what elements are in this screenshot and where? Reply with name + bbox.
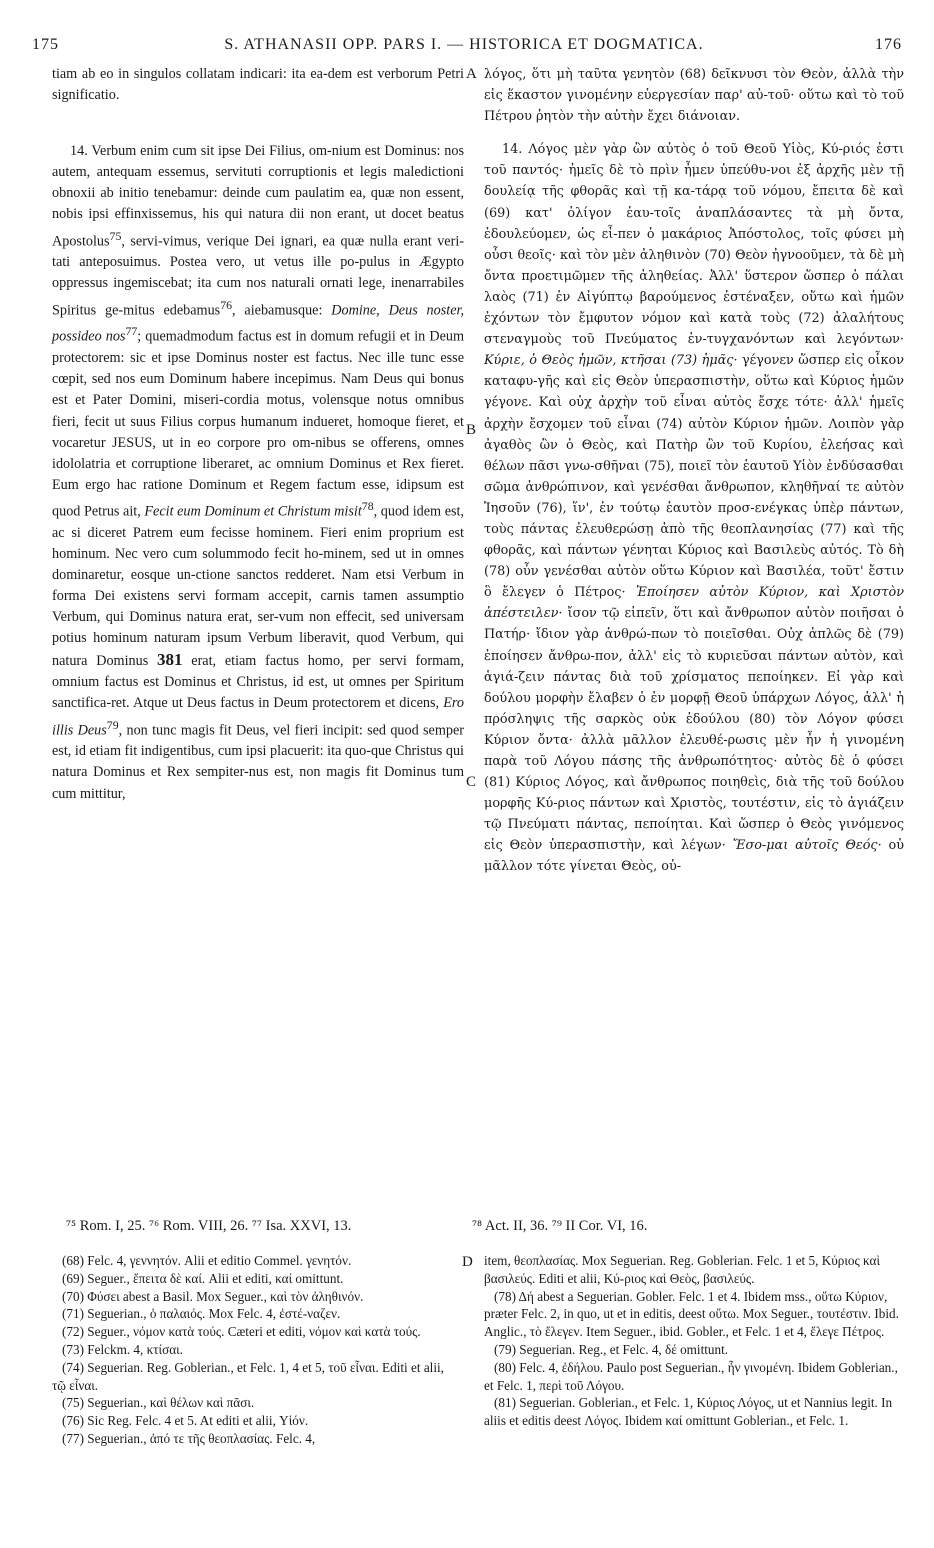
note-78: (78) Δή abest a Seguerian. Gobler. Felc. 1 et 4. Ibidem mss., οὕτω Κύριον, præter Felc. 2, in quo, ut et in editis, deest οὕτω. Mox Seguer., τουτέστιν. Ibid. Anglic., τὸ ἔλεγεν. Item Seguer., ibid. Gobler., et Felc. 1 et 4, ἔλεγε Πέτρος. [484, 1288, 899, 1340]
greek-column [484, 64, 904, 878]
note-69: (69) Seguer., ἔπειτα δὲ καί. Alii et editi, καί omittunt. [62, 1270, 344, 1286]
notes-left [52, 1252, 456, 1448]
scripture-quote: Ἐποίησεν αὐτὸν Κύριον, καὶ Χριστὸν ἀπέστειλεν· [484, 585, 904, 622]
text-run: , non tunc magis fit Deus, vel fieri incipit: sed quod semper est, id etiam fit indigentibus, cum ipsi placuerit: ita quo-que Christus qui natura Dominus et Rex sempiter-nus est, non magis fit Dominus tum cum mittitur, [52, 722, 465, 802]
scripture-quote: Domine, Deus noster, possideo nos [52, 302, 464, 346]
text-run: 14. Λόγος μὲν γὰρ ὢν αὐτὸς ὁ τοῦ Θεοῦ Υἱὸς, Κύ-ριός ἐστι τοῦ παντός· ἡμεῖς δὲ τὸ πρὶν ἦμεν ὑπεύθυ-νοι ἐξ ἀρχῆς μὲν τῇ δουλείᾳ τῆς φθορᾶς καὶ τῇ κα-τάρᾳ τοῦ νόμου, ἔπειτα δὲ καὶ (69) κατ' ὀλίγον ἑαυ-τοῖς ἀναπλάσαντες τὰ μὴ ὄντα, ἐδουλεύομεν, ὡς εἶ-πεν ὁ μακάριος Ἀπόστολος, τοῖς φύσει μὴ οὖσι θεοῖς· καὶ τὸν μὲν ἀληθινὸν (70) Θεὸν ἠγνοοῦμεν, τὰ δὲ μὴ ὄντα προετιμῶμεν τῆς ἀληθείας. Ἀλλ' ὕστερον ὥσπερ ὁ πάλαι λαὸς (71) ἐν Αἰγύπτῳ βαρούμενος ἐστέναξεν, οὕτω καὶ ἡμῶν ἐχόντων τὸν ἔμφυτον νόμον καὶ κατὰ τοὺς (72) ἀλαλήτους στεναγμοὺς τοῦ Πνεύματος ἐν-τυγχανόντων καὶ λεγόντων· [484, 142, 904, 348]
page-number-right: 176 [875, 36, 902, 53]
note-79: (79) Seguerian. Reg., et Felc. 4, δέ omittunt. [494, 1341, 729, 1357]
scripture-references-left: ⁷⁵ Rom. I, 25. ⁷⁶ Rom. VIII, 26. ⁷⁷ Isa. XXVI, 13. [66, 1218, 352, 1234]
greek-paragraph-1: λόγος, ὅτι μὴ ταῦτα γενητὸν (68) δεῖκνυσι τὸν Θεὸν, ἀλλὰ τὴν εἰς ἕκαστον γινομένην εὐεργεσίαν παρ' αὐ-τοῦ· οὕτω καὶ τὸ τοῦ Πέτρου ῥητὸν τὴν αὐτὴν ἔχει διάνοιαν. [484, 67, 904, 125]
footnote-ref: 76 [220, 297, 233, 312]
footnote-ref: 75 [109, 228, 122, 243]
section-marker-a: A [466, 66, 477, 82]
footnote-ref: 77 [125, 324, 138, 339]
note-73: (73) Felckm. 4, κτίσαι. [62, 1341, 183, 1357]
scripture-references-right: ⁷⁸ Act. II, 36. ⁷⁹ II Cor. VI, 16. [472, 1218, 648, 1234]
scripture-quote: Ἔσο-μαι αὐτοῖς Θεός· [732, 838, 882, 854]
text-run: ; quemadmodum factus est in domum refugii et in Deum protectorem: sic et ipse Dominus noster est factus. Nec ille tunc esse cœpit, sed nos eum Dominum habere incepimus. Nam Deus qui bonus est et Pater Domini, miseri-cordia motus, volensque notus omnibus fieri, fecit ut suus Filius corpus humanum indueret, homoque fieret, et vocaretur JESUS, ut in eo corpore pro om-nibus se offerens, omnes idololatria et corruptione liberaret, ac omnium Dominus et Rex fieret. Eum ergo hac ratione Dominum et Regem factum esse, idipsum est quod Petrus ait, [52, 329, 464, 520]
running-title: S. ATHANASII OPP. PARS I. — HISTORICA ET DOGMATICA. [224, 36, 704, 53]
text-run: erat, etiam factus homo, per servi formam, omnium factus est Dominus et Christus, id est, ut omnes per Spiritum sanctifica-ret. Atque ut Deus factus in Deum protectorem et dicens, [52, 653, 465, 712]
text-run: γέγονεν ὥσπερ εἰς οἶκον καταφυ-γῆς καὶ εἰς Θεὸν ὑπερασπιστὴν, οὕτω καὶ Κύριος ἡμῶν γέγονε. Καὶ οὐχ ἀρχὴν τοῦ εἶναι αὐτὸς ἔσχε τότε· ἀλλ' ἡμεῖς ἀρχὴν ἔσχομεν τοῦ εἶναι (74) αὐτὸν Κύριον ἡμῶν. Λοιπὸν γὰρ ἀγαθὸς ὢν ὁ Θεὸς, καὶ Πατὴρ ὢν τοῦ Κυρίου, ἐλεήσας καὶ θέλων πᾶσι γνω-σθῆναι (75), ποιεῖ τὸν ἑαυτοῦ Υἱὸν ἐνδύσασθαι σῶμα ἀνθρώπινον, καὶ γενέσθαι ἄνθρωπον, κληθῆναί τε αὐτὸν Ἰησοῦν (76), ἵν', ἐν τούτῳ ἑαυτὸν προσ-ενέγκας ὑπὲρ πάντων, τοὺς πάντας ἐλευθερώσῃ ἀπὸ τῆς θεοπλανησίας (77) καὶ τῆς φθορᾶς, καὶ πάντων γένηται Κύριος καὶ Βασιλεὺς αὐτός. Τὸ δὴ (78) οὖν γενέσθαι αὐτὸν οὕτω Κύριον καὶ Βασιλέα, τοῦτ' ἔστιν ὃ ἔλεγεν ὁ Πέτρος· [484, 353, 904, 601]
text-run: , aiebamusque: [232, 302, 323, 319]
note-74: (74) Seguerian. Reg. Goblerian., et Felc. 1, 4 et 5, τοῦ εἶναι. Editi et alii, τῷ εἶναι. [52, 1359, 444, 1393]
scripture-quote: Κύριε, ὁ Θεὸς ἡμῶν, κτῆσαι (73) ἡμᾶς· [484, 353, 738, 369]
latin-paragraph-14 [52, 141, 464, 804]
running-header [26, 34, 902, 60]
greek-paragraph-14 [484, 139, 904, 877]
text-run: 14. Verbum enim cum sit ipse Dei Filius, om-nium est Dominus: nos autem, antequam essemus, servituti corruptionis et legis maledictioni obnoxii ab initio tenebamur: deinde cum paulatim ea, quæ non essent, nobis ipsi effinxissemus, his qui natura dii non erant, ut docet beatus Apostolus [52, 143, 464, 250]
note-70: (70) Φύσει abest a Basil. Mox Seguer., καὶ τὸν ἀληθινόν. [62, 1288, 364, 1304]
marginal-number: 381 [157, 650, 183, 670]
note-77: (77) Seguerian., ἀπό τε τῆς θεοπλασίας. Felc. 4, [62, 1430, 316, 1446]
note-72: (72) Seguer., νόμον κατὰ τούς. Cæteri et editi, νόμον καὶ κατὰ τούς. [62, 1324, 421, 1340]
scripture-quote: Ero illis Deus [52, 695, 464, 739]
latin-paragraph-1: tiam ab eo in singulos collatam indicari: ita ea-dem est verborum Petri significatio. [52, 66, 464, 104]
note-80: (80) Felc. 4, ἐδήλου. Paulo post Seguerian., ἦν γινομένη. Ibidem Goblerian., et Felc. 1, περὶ τοῦ Λόγου. [484, 1359, 898, 1393]
note-76: (76) Sic Reg. Felc. 4 et 5. At editi et alii, Υἱόν. [62, 1413, 309, 1429]
note-81: (81) Seguerian. Goblerian., et Felc. 1, Κύριος Λόγος, ut et Nannius legit. In aliis et editis deest Λόγος. Ibidem καί omittunt Goblerian., et Felc. 1. [484, 1395, 893, 1429]
section-marker-d: D [462, 1254, 473, 1270]
notes-right [484, 1252, 904, 1430]
note-68: (68) Felc. 4, γεννητόν. Alii et editio Commel. γενητόν. [62, 1253, 352, 1268]
page-number-left: 175 [32, 36, 59, 53]
scripture-references [52, 1218, 904, 1240]
latin-column [52, 64, 464, 805]
section-marker-b: B [466, 422, 477, 438]
note-75: (75) Seguerian., καὶ θέλων καὶ πᾶσι. [62, 1395, 255, 1411]
text-run: , quod idem est, ac si diceret Patrem eum fecisse hominem. Fieri enim proprium est hominum. Nec vero cum solummodo fecit ho-minem, sed ut in omnes dominaretur, eosque un-ctione sanctos redderet. Nam etsi Verbum in forma Dei existens servi formam accepit, carnis tamen assumptio Verbum, qui Dominus natura erat, ser-vum non effecit, sed universam potius hominum naturam ipsum Verbum liberavit, quod Verbum, qui natura Dominus [52, 503, 465, 670]
note-71: (71) Seguerian., ὁ παλαιός. Mox Felc. 4, ἐστέ-ναζεν. [62, 1306, 341, 1322]
note-77-continued: item, θεοπλασίας. Mox Seguerian. Reg. Goblerian. Felc. 1 et 5, Κύριος καὶ βασιλεύς. Editi et alii, Κύ-ριος καὶ Θεὸς, βασιλεύς. [484, 1253, 880, 1286]
scripture-quote: Fecit eum Dominum et Christum misit [144, 503, 362, 520]
section-marker-c: C [466, 774, 477, 790]
text-run: , servi-vimus, verique Dei ignari, ea quæ nulla erant veri-tati anteposuimus. Postea vero, ut vetus ille po-pulus in Ægypto oppressus ingemiscebat; ita cum nos naturali ornati lege, inenarrabiles Spiritus ge-mitus edebamus [52, 233, 464, 319]
text-run: οὐ μᾶλλον τότε γίνεται Θεὸς, οὐ- [484, 838, 905, 875]
footnote-ref: 78 [361, 498, 374, 513]
text-run: ἴσον τῷ εἰπεῖν, ὅτι καὶ ἄνθρωπον αὐτὸν ποιῆσαι ὁ Πατήρ· ἴδιον γὰρ ἀνθρώ-πων τὸ ποιεῖσθαι. Οὐχ ἁπλῶς δὲ (79) ἐποίησεν ἄνθρω-πον, ἀλλ' εἰς τὸ κυριεῦσαι πάντων αὐτὸν, καὶ ἁγιά-ζειν πάντας διὰ τοῦ χρίσματος πεποίηκεν. Εἰ γὰρ καὶ δούλου μορφὴν ἔλαβεν ὁ ἐν μορφῇ Θεοῦ ὑπάρχων Λόγος, ἀλλ' ἡ πρόσληψις τῆς σαρκὸς οὐκ ἐδούλου (80) τὸν Λόγον φύσει Κύριον ὄντα· ἀλλὰ μᾶλλον ἐλευθέ-ρωσις μὲν ἦν ἡ γινομένη παρὰ τοῦ Λόγου πάσης τῆς ἀνθρωπότητος· αὐτὸς δὲ ὁ φύσει (81) Κύριος Λόγος, καὶ ἄνθρωπος ποιηθεὶς, διὰ τῆς τοῦ δούλου μορφῆς Κύ-ριος πάντων καὶ Χριστὸς, τουτέστιν, εἰς τὸ ἁγιάζειν τῷ Πνεύματι πάντας, πεποίηται. Καὶ ὥσπερ ὁ Θεὸς γινόμενος εἰς Θεὸν ὑπερασπιστὴν, καὶ λέγων· [484, 606, 904, 854]
footnote-ref: 79 [106, 717, 119, 732]
